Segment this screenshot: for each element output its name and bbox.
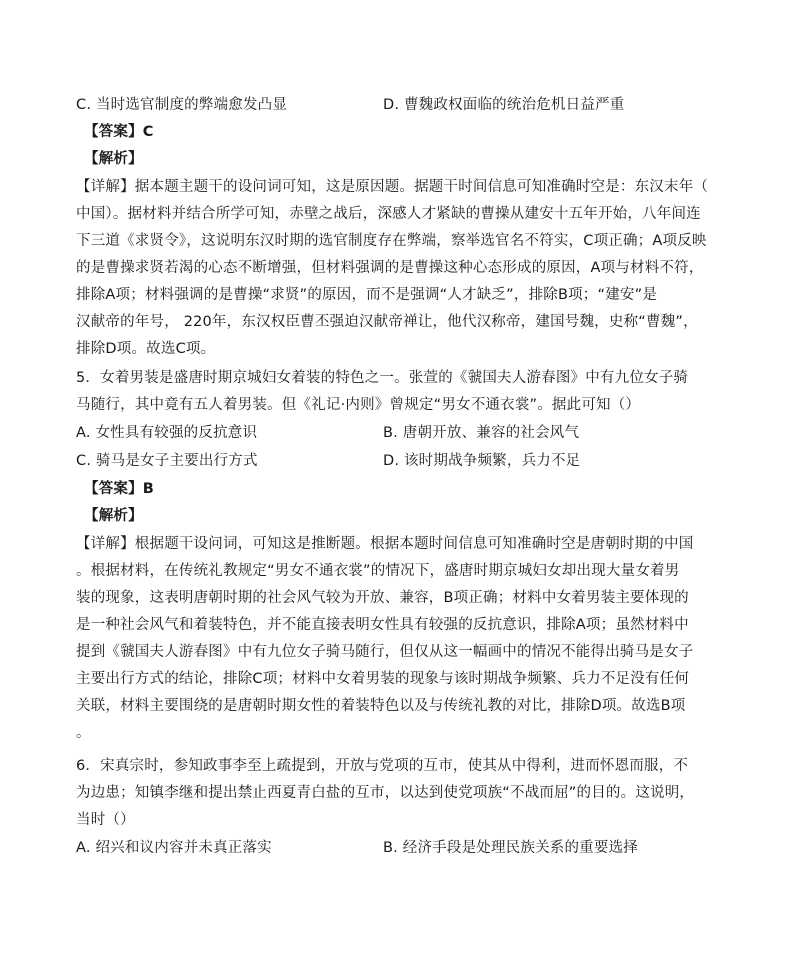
q5-detail-line: 是一种社会风气和着装特色，并不能直接表明女性具有较强的反抗意识，排除A项；虽然材料中 xyxy=(76,617,689,633)
q5-detail-line: 装的现象，这表明唐朝时期的社会风气较为开放、兼容，B项正确；材料中女着男装主要体现的 xyxy=(76,590,689,606)
q4-detail-line: 排除A项；材料强调的是曹操“求贤”的原因，而不是强调“人才缺乏”，排除B项；“建安”是 xyxy=(76,287,658,303)
q5-detail-line: 关联，材料主要围绕的是唐朝时期女性的着装特色以及与传统礼教的对比，排除D项。故选B项 xyxy=(76,698,686,714)
q4-detail-line: 排除D项。故选C项。 xyxy=(76,341,216,357)
q4-analysis-title: 【解析】 xyxy=(84,151,143,167)
q4-detail-line: 的是曹操求贤若渴的心态不断增强，但材料强调的是曹操这种心态形成的原因，A项与材料不符， xyxy=(76,260,704,276)
q4-detail-line: 下三道《求贤令》，这说明东汉时期的选官制度存在弊端，察举选官名不符实，C项正确；A项反映 xyxy=(76,233,707,249)
q4-option-d: D. 曹魏政权面临的统治危机日益严重 xyxy=(383,97,625,113)
q5-option-b: B. 唐朝开放、兼容的社会风气 xyxy=(383,425,580,441)
q5-option-a: A. 女性具有较强的反抗意识 xyxy=(76,425,258,441)
q6-stem-line: 当时（） xyxy=(76,812,135,828)
q5-detail-line: 。 xyxy=(76,725,91,741)
q5-option-c: C. 骑马是女子主要出行方式 xyxy=(76,453,258,469)
q4-answer: 【答案】C xyxy=(84,124,154,140)
q5-detail-line: 。根据材料，在传统礼教规定“男女不通衣裳”的情况下，盛唐时期京城妇女却出现大量女着男 xyxy=(76,563,680,579)
q4-detail-line: 汉献帝的年号， 220年，东汉权臣曹丕强迫汉献帝禅让，他代汉称帝，建国号魏，史称“曹魏”， xyxy=(76,314,698,330)
q4-detail-line: 中国）。据材料并结合所学可知，赤壁之战后，深感人才紧缺的曹操从建安十五年开始，八年间连 xyxy=(76,206,701,222)
q5-stem-line: 5．女着男装是盛唐时期京城妇女着装的特色之一。张萱的《虢国夫人游春图》中有九位女子骑 xyxy=(76,370,689,386)
q5-detail-line: 【详解】根据题干设问词，可知这是推断题。根据本题时间信息可知准确时空是唐朝时期的中国 xyxy=(76,536,694,552)
q5-stem-line: 马随行，其中竟有五人着男装。但《礼记·内则》曾规定“男女不通衣裳”。据此可知（） xyxy=(76,397,641,413)
q4-detail-line: 【详解】据本题主题干的设问词可知，这是原因题。据题干时间信息可知准确时空是：东汉末年（ xyxy=(76,179,709,195)
q6-option-b: B. 经济手段是处理民族关系的重要选择 xyxy=(383,840,638,856)
q5-option-d: D. 该时期战争频繁，兵力不足 xyxy=(383,453,581,469)
q6-stem-line: 为边患；知镇李继和提出禁止西夏青白盐的互市，以达到使党项族“不战而屈”的目的。这说明， xyxy=(76,785,695,801)
q5-answer: 【答案】B xyxy=(84,481,155,497)
q5-detail-line: 主要出行方式的结论，排除C项；材料中女着男装的现象与该时期战争频繁、兵力不足没有任何 xyxy=(76,671,690,687)
q5-detail-line: 提到《虢国夫人游春图》中有九位女子骑马随行，但仅从这一幅画中的情况不能得出骑马是女子 xyxy=(76,644,694,660)
q6-stem-line: 6．宋真宗时，参知政事李至上疏提到，开放与党项的互市，使其从中得利，进而怀恩而服，不 xyxy=(76,758,689,774)
q4-option-c: C. 当时选官制度的弊端愈发凸显 xyxy=(76,97,288,113)
q5-analysis-title: 【解析】 xyxy=(84,508,143,524)
q6-option-a: A. 绍兴和议内容并未真正落实 xyxy=(76,840,272,856)
